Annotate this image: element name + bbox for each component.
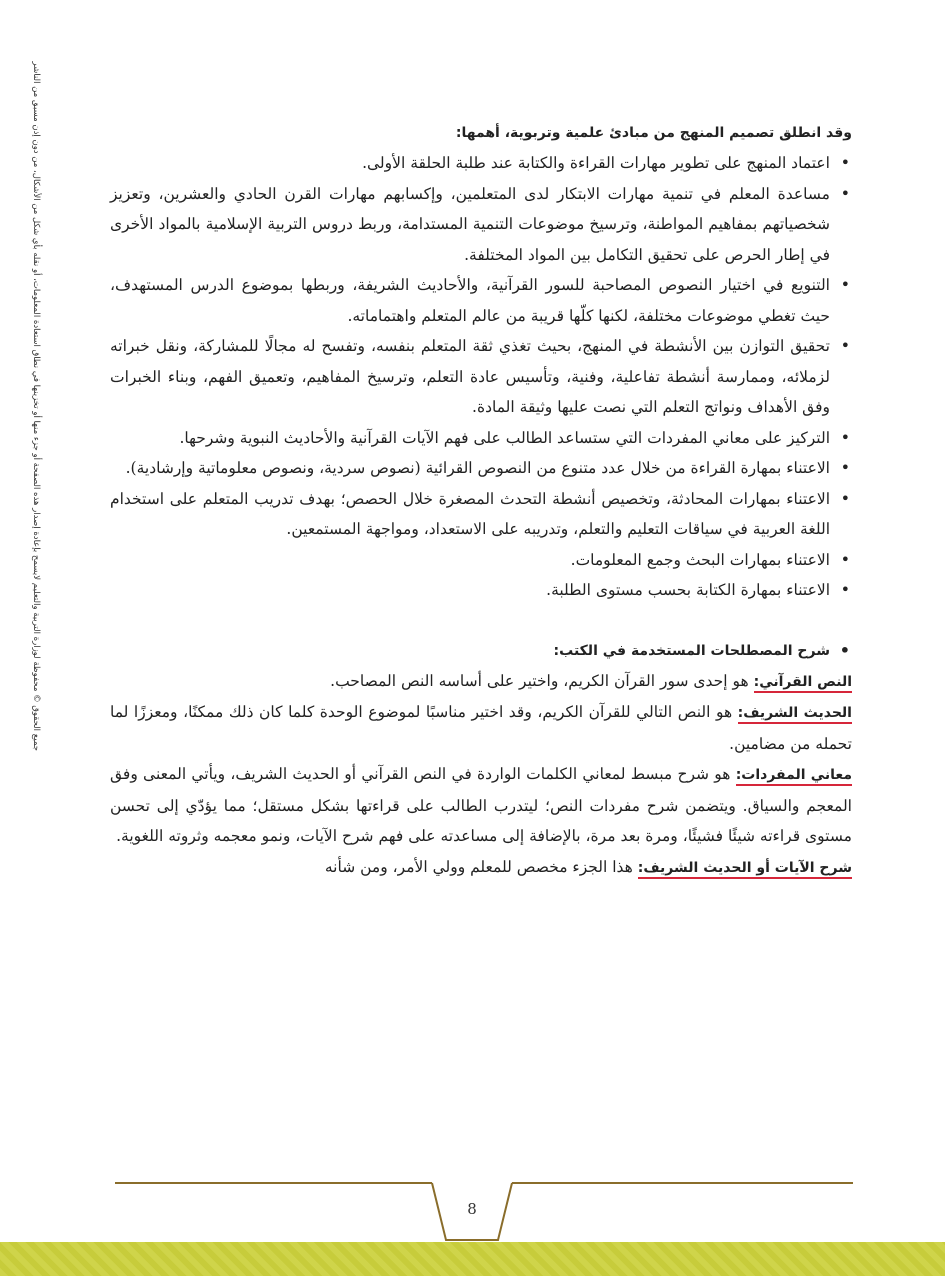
definition-text: هو شرح مبسط لمعاني الكلمات الواردة في النص القرآني أو الحديث الشريف، ويأتي المعنى وفق المعجم والسياق. ويتضمن شرح مفردات النص؛ ليتدرب الطالب على قراءتها بشكل مستقل؛ مما يؤدّي إلى تحسن مستوى قراءته شيئًا فشيئًا، ومرة بعد مرة، بالإضافة إلى مساعدته على فهم شرح الآيات، ونمو معجمه وثروته اللغوية. — [110, 765, 852, 845]
term-label: الحديث الشريف: — [738, 705, 852, 724]
list-item: • الاعتناء بمهارات المحادثة، وتخصيص أنشطة التحدث المصغرة خلال الحصص؛ بهدف تدريب المتعلم على استخدام اللغة العربية في سياقات التعليم والتعلم، وتدريبه على الاستعداد، ومواجهة المستمعين. — [110, 484, 852, 545]
terms-heading: • شرح المصطلحات المستخدمة في الكتب: — [110, 636, 852, 666]
definition-hadith — [110, 697, 852, 759]
list-item: • مساعدة المعلم في تنمية مهارات الابتكار لدى المتعلمين، وإكسابهم مهارات القرن الحادي والعشرين، وتعزيز شخصياتهم بمفاهيم المواطنة، وترسيخ موضوعات التنمية المستدامة، وربط دروس التربية الإسلامية بالمواد الأخرى في إطار الحرص على تحقيق التكامل بين المواد المختلفة. — [110, 179, 852, 271]
intro-heading: وقد انطلق تصميم المنهج من مبادئ علمية وتربوية، أهمها: — [455, 125, 852, 141]
definition-text: هو النص التالي للقرآن الكريم، وقد اختير مناسبًا لموضوع الوحدة كلما كان ذلك ممكنًا، ومعززًا لما تحمله من مضامين. — [110, 703, 852, 753]
copyright-notice: جميع الحقوق © محفوظة لوزارة التربية والتعليم لايسمح بإعادة إصدار هذه الصفحة أو جزء منها أو تخزينها في نطاق استعادة المعلومات، أو نقله بأي شكل من الأشكال، من دون إذن مسبق من الناشر — [31, 61, 41, 751]
list-item: • التركيز على معاني المفردات التي ستساعد الطالب على فهم الآيات القرآنية والأحاديث النبوية وشرحها. — [110, 423, 852, 454]
definition-quranic-text — [110, 666, 852, 698]
list-item: • الاعتناء بمهارة القراءة من خلال عدد متنوع من النصوص القرائية (نصوص سردية، ونصوص معلوماتية وإرشادية). — [110, 453, 852, 484]
term-label: معاني المفردات: — [736, 767, 852, 786]
definition-vocabulary — [110, 759, 852, 852]
page-number: 8 — [467, 1200, 477, 1218]
list-item: • تحقيق التوازن بين الأنشطة في المنهج، بحيث تغذي ثقة المتعلم بنفسه، وتفسح له مجالًا للمشاركة، ونقل خبراته لزملائه، وممارسة أنشطة تفاعلية، وفنية، وتأسيس عادة التعلم، وترسيخ المفاهيم، وتعميق الفهم، وبناء الخبرات وفق الأهداف ونواتج التعلم التي نصت عليها وثيقة المادة. — [110, 331, 852, 423]
definition-text: هو إحدى سور القرآن الكريم، واختير على أساسه النص المصاحب. — [330, 671, 754, 690]
term-label: شرح الآيات أو الحديث الشريف: — [638, 860, 852, 879]
list-item: • اعتماد المنهج على تطوير مهارات القراءة والكتابة عند طلبة الحلقة الأولى. — [110, 148, 852, 179]
list-item: • التنويع في اختيار النصوص المصاحبة للسور القرآنية، والأحاديث الشريفة، وربطها بموضوع الدرس المستهدف، حيث تغطي موضوعات مختلفة، لكنها كلّها قريبة من عالم المتعلم واهتماماته. — [110, 270, 852, 331]
definition-text: هذا الجزء مخصص للمعلم وولي الأمر، ومن شأنه — [324, 857, 638, 876]
list-item: • الاعتناء بمهارات البحث وجمع المعلومات. — [110, 545, 852, 576]
page-body — [110, 118, 852, 883]
list-item: • الاعتناء بمهارة الكتابة بحسب مستوى الطلبة. — [110, 575, 852, 606]
decorative-band — [0, 1242, 945, 1276]
principles-list — [110, 148, 852, 606]
definition-explanation — [110, 852, 852, 884]
term-label: النص القرآني: — [754, 674, 852, 693]
